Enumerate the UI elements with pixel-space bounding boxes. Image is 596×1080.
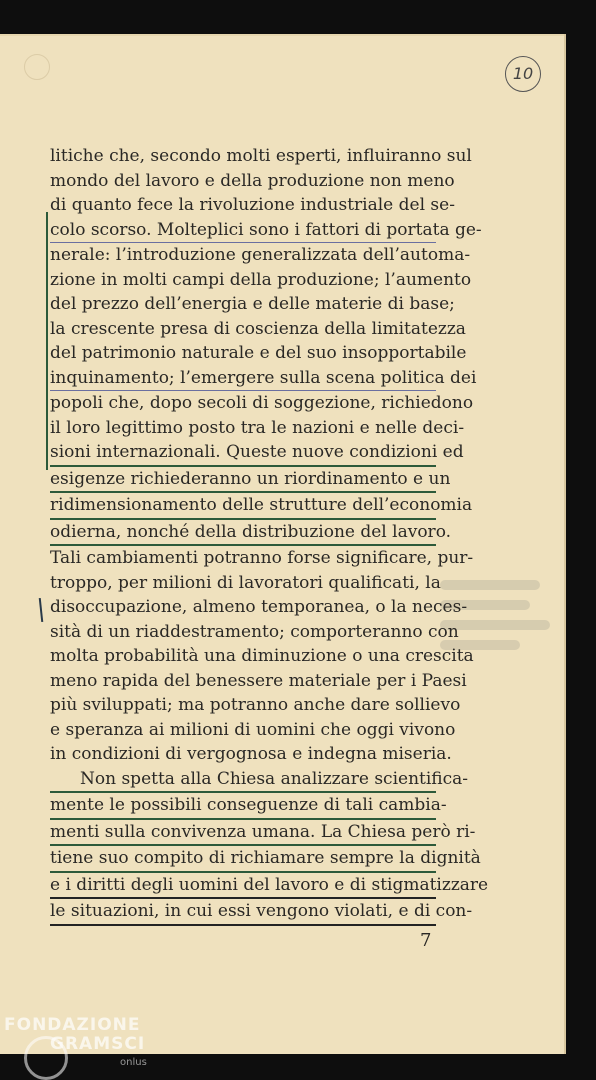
watermark-line2: GRAMSCI <box>50 1034 146 1054</box>
text-line: nerale: l’introduzione generalizzata dell’automa- <box>50 245 471 265</box>
text-line: mondo del lavoro e della produzione non meno <box>50 170 455 191</box>
text-line: il loro legittimo posto tra le nazioni e nelle deci- <box>50 417 465 438</box>
text-line: troppo, per milioni di lavoratori qualificati, la <box>50 572 441 593</box>
page-number: 7 <box>420 930 432 951</box>
body-text <box>50 144 489 926</box>
text-line: tiene suo compito di richiamare sempre la dignità <box>50 846 436 873</box>
watermark-line1: FONDAZIONE <box>4 1015 141 1035</box>
watermark-logo <box>4 1016 145 1054</box>
text-line: colo scorso. Molteplici sono i fattori di portata ge- <box>50 218 436 244</box>
text-line: e speranza ai milioni di uomini che oggi vivono <box>50 719 456 740</box>
text-line: del prezzo dell’energia e delle materie di base; <box>50 294 455 314</box>
margin-bracket <box>46 212 48 470</box>
text-line: la crescente presa di coscienza della limitatezza <box>50 318 466 339</box>
text-line: in condizioni di vergognosa e indegna miseria. <box>50 744 452 764</box>
text-line: molta probabilità una diminuzione o una crescita <box>50 646 474 666</box>
text-line: zione in molti campi della produzione; l’aumento <box>50 269 472 290</box>
text-line: esigenze richiederanno un riordinamento e un <box>50 467 436 494</box>
text-line: più sviluppati; ma potranno anche dare sollievo <box>50 695 461 715</box>
text-line: di quanto fece la rivoluzione industriale del se- <box>50 195 455 215</box>
text-line: inquinamento; l’emergere sulla scena politica dei <box>50 366 436 392</box>
scan-footer <box>0 1054 596 1080</box>
text-line: popoli che, dopo secoli di soggezione, richiedono <box>50 393 474 413</box>
text-line: sioni internazionali. Queste nuove condizioni ed <box>50 440 436 467</box>
text-line: mente le possibili conseguenze di tali cambia- <box>50 793 436 820</box>
faint-stamp <box>24 54 50 80</box>
text-line: le situazioni, in cui essi vengono violati, e di con- <box>50 899 436 926</box>
text-line: sità di un riaddestramento; comporteranno con <box>50 621 459 642</box>
text-line: disoccupazione, almeno temporanea, o la neces- <box>50 597 468 617</box>
text-line: ridimensionamento delle strutture dell’economia <box>50 493 436 520</box>
watermark-sub: onlus <box>120 1057 147 1068</box>
text-line: e i diritti degli uomini del lavoro e di stigmatizzare <box>50 873 436 900</box>
text-line: meno rapida del benessere materiale per i Paesi <box>50 670 467 691</box>
text-line: Tali cambiamenti potranno forse significare, pur- <box>50 548 474 568</box>
text-line: Non spetta alla Chiesa analizzare scientifica- <box>50 767 436 794</box>
text-line: odierna, nonché della distribuzione del lavoro. <box>50 520 436 547</box>
text-line: menti sulla convivenza umana. La Chiesa però ri- <box>50 820 436 847</box>
scan-edge <box>566 34 596 1054</box>
handwritten-page-mark: 10 <box>505 56 541 92</box>
text-line: del patrimonio naturale e del suo insopportabile <box>50 343 467 363</box>
text-line: litiche che, secondo molti esperti, influiranno sul <box>50 146 472 166</box>
